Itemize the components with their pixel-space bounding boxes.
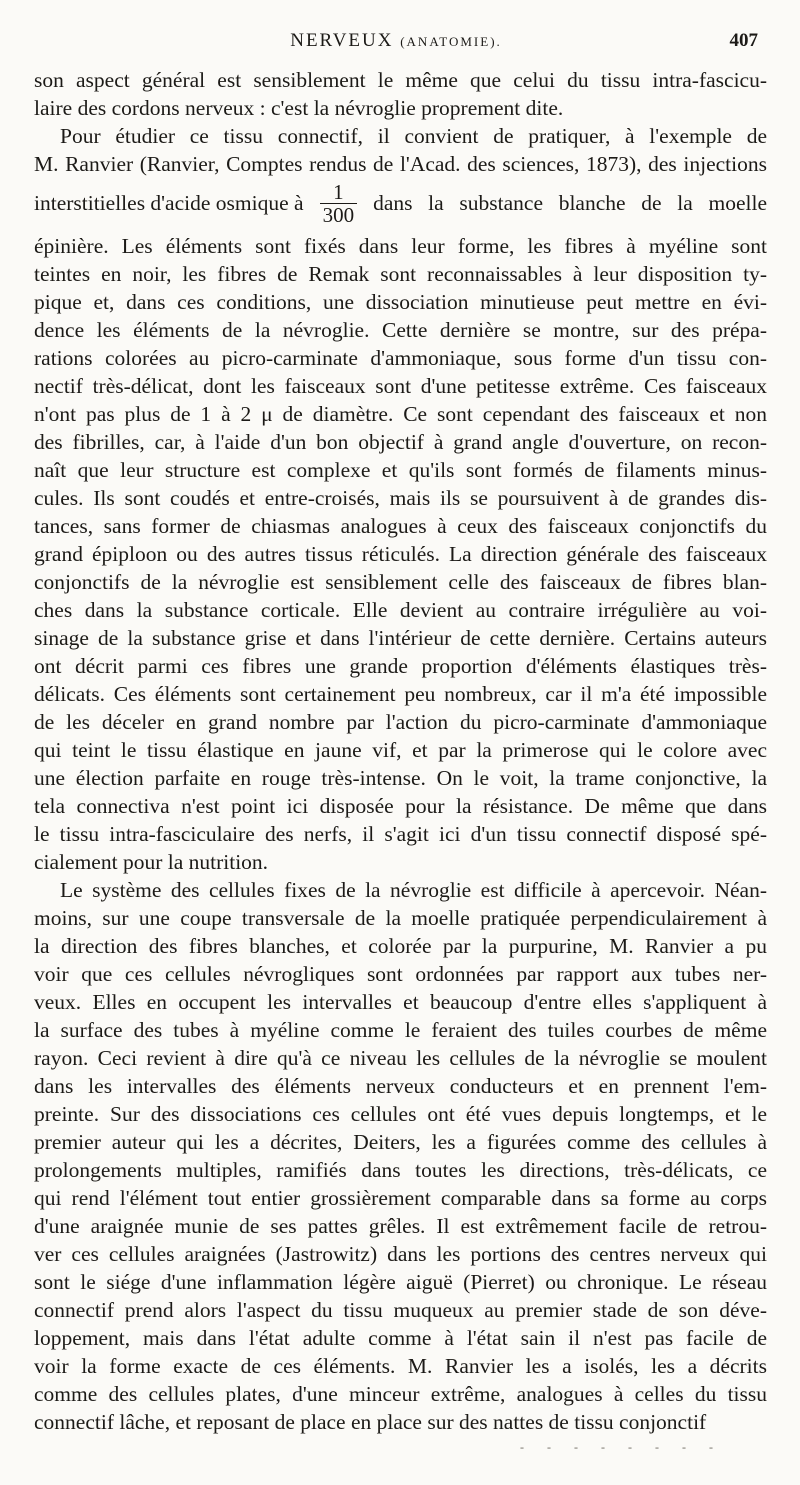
text-line: qui rend l'élément tout entier grossièrement comparable dans sa forme au corps [34, 1186, 767, 1210]
fraction [320, 181, 358, 226]
text-line: sont le siége d'une inflammation légère aiguë (Pierret) ou chronique. Le réseau [34, 1270, 767, 1294]
page-header [34, 30, 758, 60]
page-number: 407 [729, 30, 758, 51]
text-line: cialement pour la nutrition. [34, 850, 269, 874]
fraction-denominator: 300 [320, 203, 358, 226]
text-line: épinière. Les éléments sont fixés dans leur forme, les fibres à myéline sont [34, 234, 767, 258]
text-line: nectif très-délicat, dont les faisceaux sont d'une petitesse extrême. Ces faisceaux [34, 374, 767, 398]
text-line: qui teint le tissu élastique en jaune vif, et par la primerose qui le colore avec [34, 738, 767, 762]
text-line: moins, sur une coupe transversale de la moelle pratiquée perpendiculairement à [34, 906, 767, 930]
text-line: n'ont pas plus de 1 à 2 μ de diamètre. Ce sont cependant des faisceaux et non [34, 402, 767, 426]
text-line: dence les éléments de la névroglie. Cette dernière se montre, sur des prépa- [34, 318, 767, 342]
text-line: pique et, dans ces conditions, une dissociation minutieuse peut mettre en évi- [34, 290, 767, 314]
text-line: voir que ces cellules névrogliques sont ordonnées par rapport aux tubes ner- [34, 962, 767, 986]
text-line: des fibrilles, car, à l'aide d'un bon objectif à grand angle d'ouverture, on recon- [34, 430, 767, 454]
text-line: ont décrit parmi ces fibres une grande proportion d'éléments élastiques très- [34, 654, 767, 678]
text-line: le tissu intra-fasciculaire des nerfs, il s'agit ici d'un tissu connectif disposé spé- [34, 822, 767, 846]
text-line: tela connectiva n'est point ici disposée pour la résistance. De même que dans [34, 794, 767, 818]
text-line: d'une araignée munie de ses pattes grêles. Il est extrêmement facile de retrou- [34, 1214, 767, 1238]
fraction-line-after: dans la substance blanche de la moelle [373, 191, 767, 215]
text-line: voir la forme exacte de ces éléments. M. Ranvier les a isolés, les a décrits [34, 1354, 767, 1378]
text-line: Pour étudier ce tissu connectif, il convient de pratiquer, à l'exemple de [60, 124, 767, 148]
text-line: naît que leur structure est complexe et qu'ils sont formés de filaments minus- [34, 458, 767, 482]
text-line: grand épiploon ou des autres tissus réticulés. La direction générale des faisceaux [34, 542, 767, 566]
text-line: Le système des cellules fixes de la névroglie est difficile à apercevoir. Néan- [60, 878, 767, 902]
text-line: rations colorées au picro-carminate d'ammoniaque, sous forme d'un tissu con- [34, 346, 767, 370]
text-line: rayon. Ceci revient à dire qu'à ce niveau les cellules de la névroglie se moulent [34, 1046, 767, 1070]
text-line: de les déceler en grand nombre par l'action du picro-carminate d'ammoniaque [34, 710, 767, 734]
text-line: ver ces cellules araignées (Jastrowitz) dans les portions des centres nerveux qui [34, 1242, 767, 1266]
running-title [34, 30, 758, 52]
text-line: preinte. Sur des dissociations ces cellules ont été vues depuis longtemps, et le [34, 1102, 767, 1126]
text-line: M. Ranvier (Ranvier, Comptes rendus de l'Acad. des sciences, 1873), des injections [34, 152, 767, 176]
text-line: conjonctifs de la névroglie est sensiblement celle des faisceaux de fibres blan- [34, 570, 767, 594]
text-line: loppement, mais dans l'état adulte comme à l'état sain il n'est pas facile de [34, 1326, 767, 1350]
text-line: ches dans la substance corticale. Elle devient au contraire irrégulière au voi- [34, 598, 767, 622]
text-line: connectif prend alors l'aspect du tissu muqueux au premier stade de son déve- [34, 1298, 767, 1322]
text-line: teintes en noir, les fibres de Remak sont reconnaissables à leur disposition ty- [34, 262, 767, 286]
text-line: cules. Ils sont coudés et entre-croisés, mais ils se poursuivent à de grandes dis- [34, 486, 767, 510]
running-title-sub: (ANATOMIE). [400, 34, 502, 49]
text-line: prolongements multiples, ramifiés dans toutes les directions, très-délicats, ce [34, 1158, 767, 1182]
footer-dots: - - - - - - - - [520, 1440, 723, 1454]
fraction-line-before: interstitielles d'acide osmique à [34, 191, 304, 215]
text-line: premier auteur qui les a décrites, Deiters, les a figurées comme des cellules à [34, 1130, 767, 1154]
text-line: délicats. Ces éléments sont certainement peu nombreux, car il m'a été impossible [34, 682, 767, 706]
text-line: la surface des tubes à myéline comme le feraient des tuiles courbes de même [34, 1018, 767, 1042]
running-title-main: NERVEUX [290, 30, 394, 51]
text-line: veux. Elles en occupent les intervalles et beaucoup d'entre elles s'appliquent à [34, 990, 767, 1014]
text-line: comme des cellules plates, d'une minceur extrême, analogues à celles du tissu [34, 1382, 767, 1406]
text-line: sinage de la substance grise et dans l'intérieur de cette dernière. Certains auteurs [34, 626, 767, 650]
text-line: la direction des fibres blanches, et colorée par la purpurine, M. Ranvier a pu [34, 934, 767, 958]
text-line: laire des cordons nerveux : c'est la névroglie proprement dite. [34, 96, 564, 120]
text-line: dans les intervalles des éléments nerveux conducteurs et en prennent l'em- [34, 1074, 767, 1098]
text-line: une élection parfaite en rouge très-intense. On le voit, la trame conjonctive, la [34, 766, 767, 790]
fraction-numerator: 1 [333, 179, 344, 204]
text-line: connectif lâche, et reposant de place en place sur des nattes de tissu conjonctif [34, 1410, 707, 1434]
text-line: tances, sans former de chiasmas analogues à ceux des faisceaux conjonctifs du [34, 514, 767, 538]
text-line-with-fraction [34, 178, 767, 228]
text-line: son aspect général est sensiblement le même que celui du tissu intra-fascicu- [34, 68, 767, 92]
